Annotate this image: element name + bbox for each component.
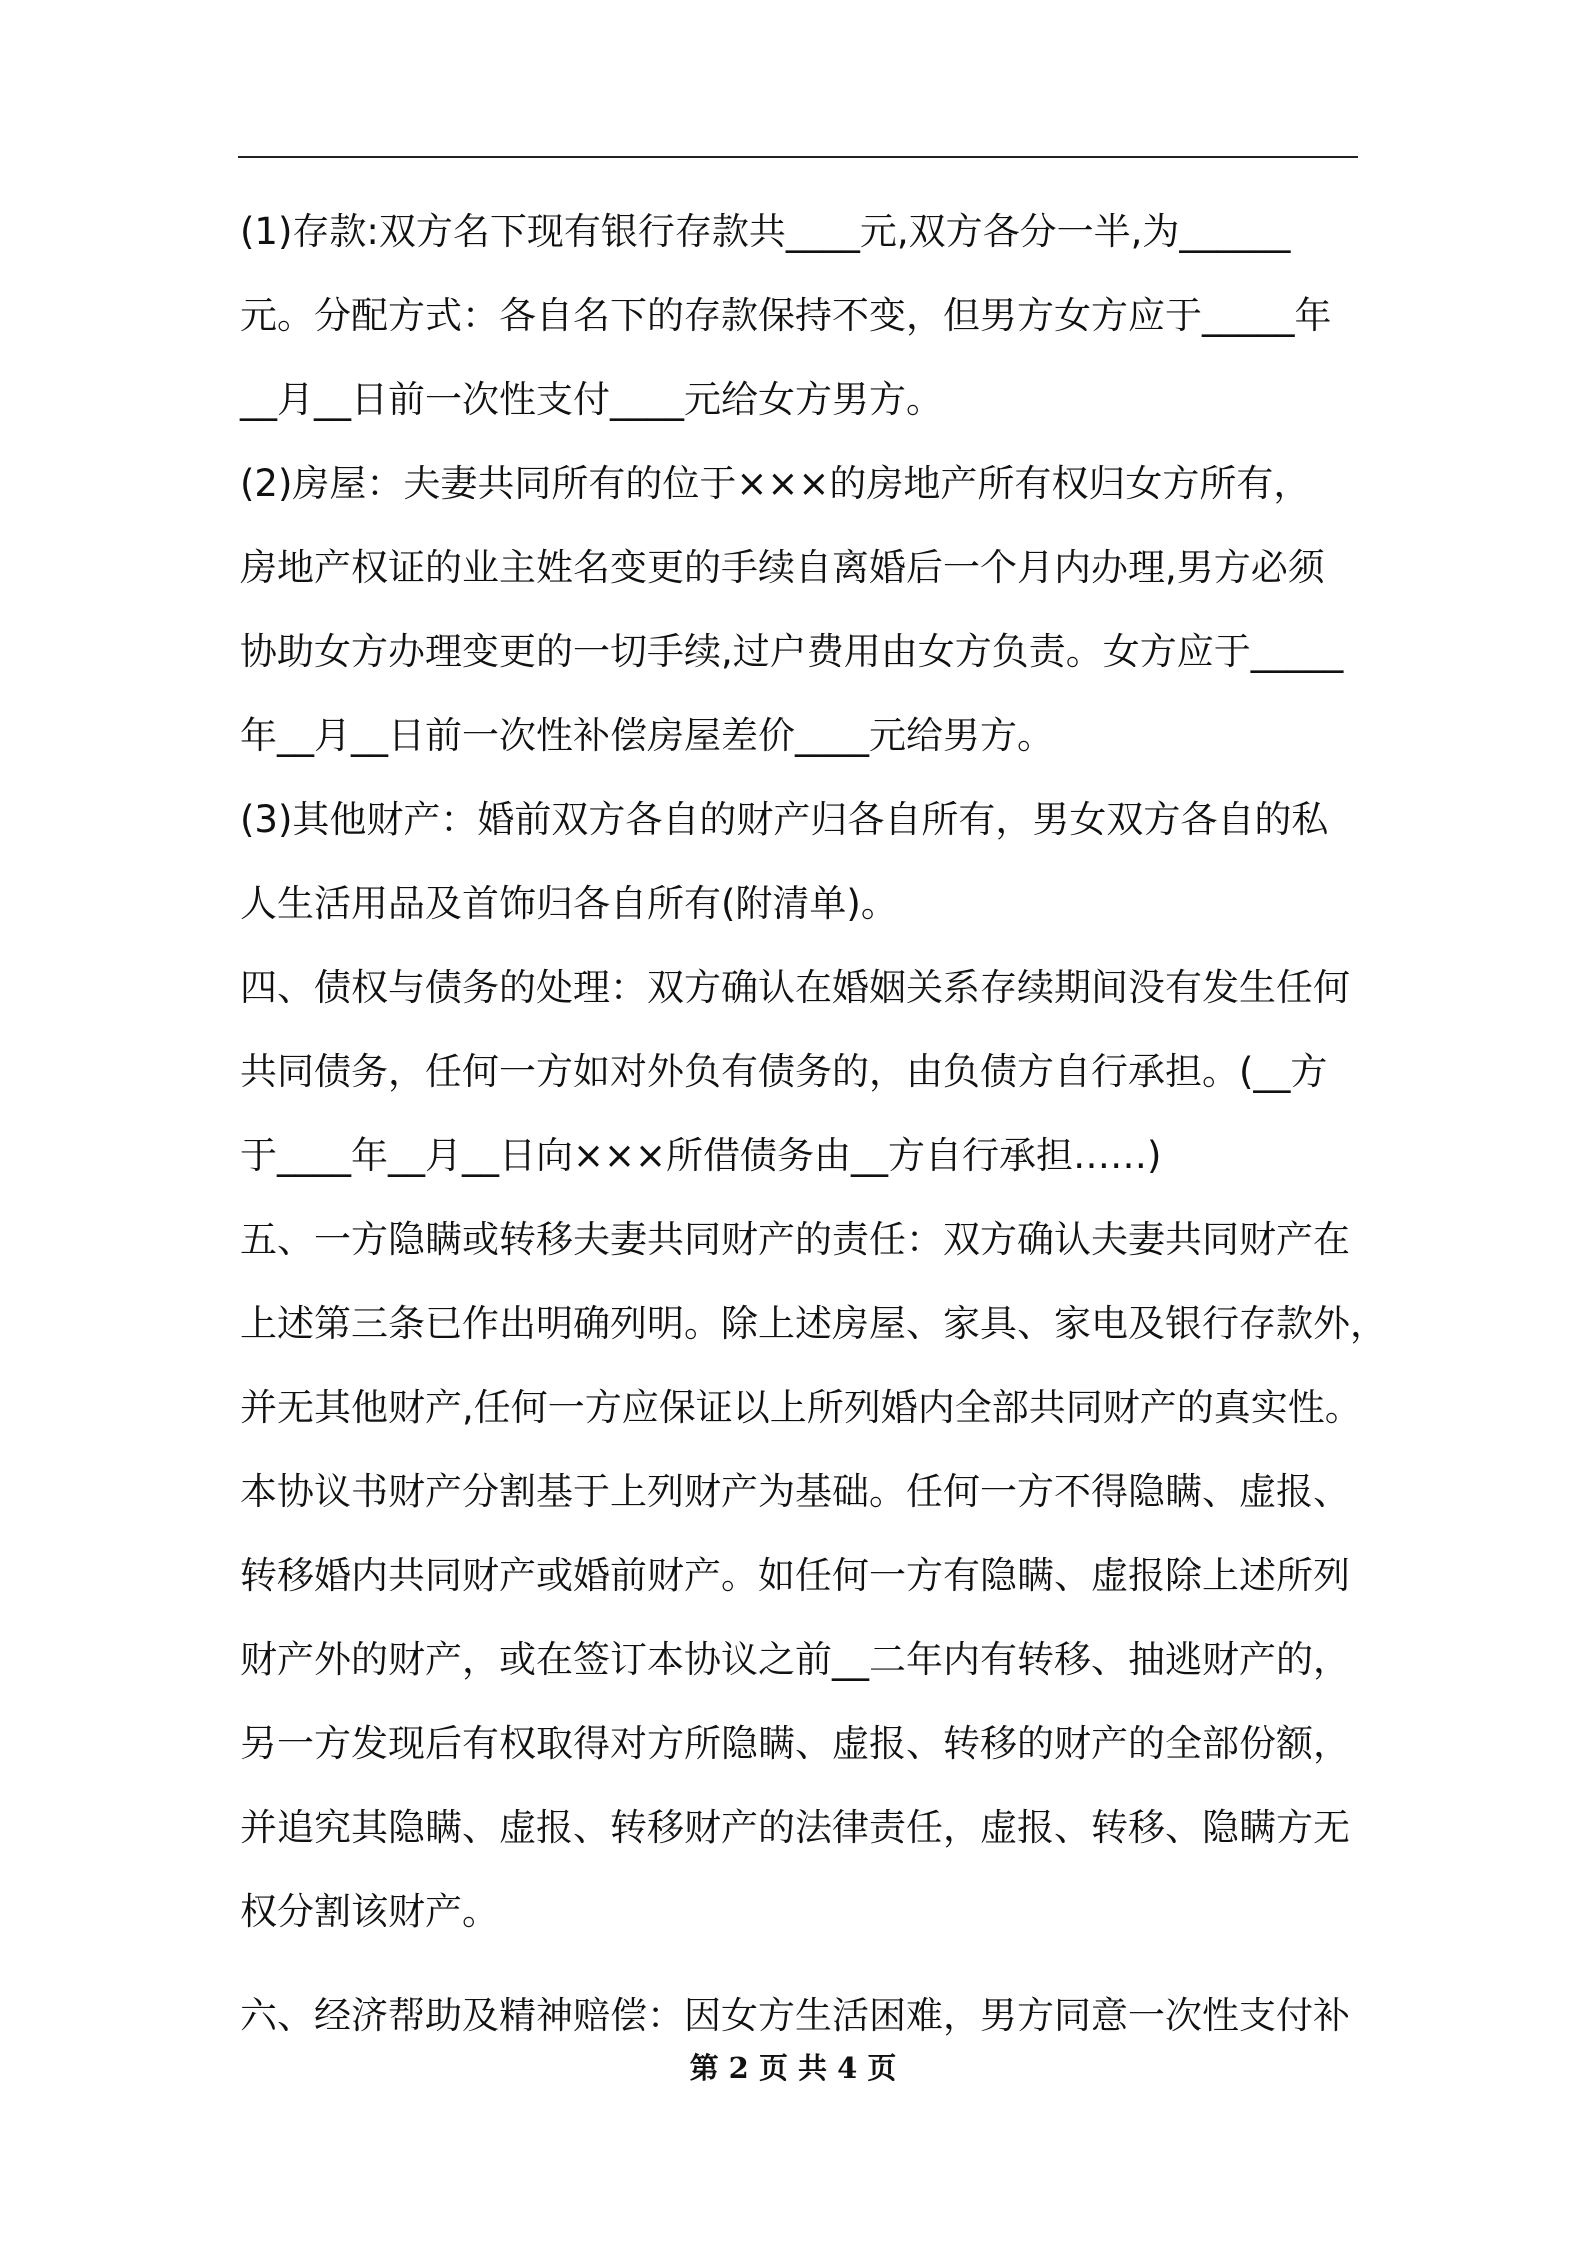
text-line: 人生活用品及首饰归各自所有(附清单)。 [240,882,898,925]
text-line: (1)存款:双方名下现有银行存款共____元,双方各分一半,为______ [240,210,1291,253]
header-rule [238,156,1358,158]
text-line: 财产外的财产，或在签订本协议之前__二年内有转移、抽逃财产的， [240,1638,1350,1681]
text-line: 共同债务，任何一方如对外负有债务的，由负债方自行承担。(__方 [240,1050,1328,1093]
text-line: __月__日前一次性支付____元给女方男方。 [240,378,943,421]
text-line: 并无其他财产,任何一方应保证以上所列婚内全部共同财产的真实性。 [240,1386,1362,1429]
text-line: 权分割该财产。 [240,1890,499,1933]
text-line: 于____年__月__日向×××所借债务由__方自行承担……) [240,1134,1162,1177]
text-line: 并追究其隐瞒、虚报、转移财产的法律责任，虚报、转移、隐瞒方无 [240,1806,1350,1849]
text-line: 协助女方办理变更的一切手续,过户费用由女方负责。女方应于_____ [240,630,1344,673]
text-line: 六、经济帮助及精神赔偿：因女方生活困难，男方同意一次性支付补 [240,1994,1350,2037]
text-line: 房地产权证的业主姓名变更的手续自离婚后一个月内办理,男方必须 [240,546,1325,589]
document-body [240,190,1387,2058]
text-line: (2)房屋：夫妻共同所有的位于×××的房地产所有权归女方所有， [240,462,1311,505]
page-number-footer: 第 2 页 共 4 页 [689,2051,897,2085]
text-line: 另一方发现后有权取得对方所隐瞒、虚报、转移的财产的全部份额， [240,1722,1350,1765]
text-line: 五、一方隐瞒或转移夫妻共同财产的责任：双方确认夫妻共同财产在 [240,1218,1350,1261]
text-line: 转移婚内共同财产或婚前财产。如任何一方有隐瞒、虚报除上述所列 [240,1554,1350,1597]
text-line: 上述第三条已作出明确列明。除上述房屋、家具、家电及银行存款外， [240,1302,1387,1345]
text-line: 年__月__日前一次性补偿房屋差价____元给男方。 [240,714,1054,757]
text-line: 四、债权与债务的处理：双方确认在婚姻关系存续期间没有发生任何 [240,966,1350,1009]
text-line: (3)其他财产：婚前双方各自的财产归各自所有，男女双方各自的私 [240,798,1329,841]
text-line: 本协议书财产分割基于上列财产为基础。任何一方不得隐瞒、虚报、 [240,1470,1350,1513]
text-line: 元。分配方式：各自名下的存款保持不变，但男方女方应于_____年 [240,294,1332,337]
